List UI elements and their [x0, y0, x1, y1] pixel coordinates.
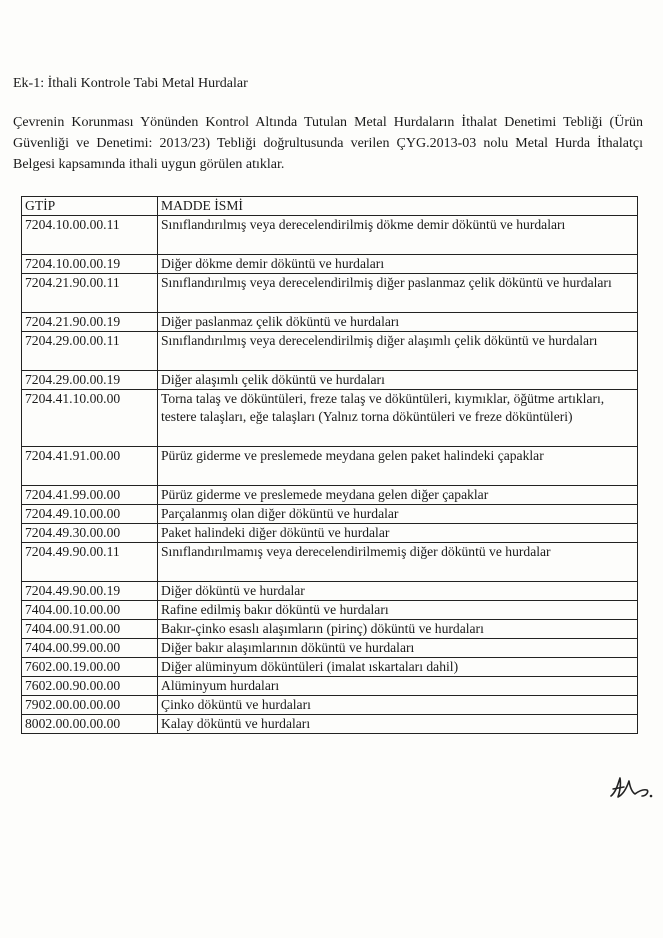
item-name: Paket halindeki diğer döküntü ve hurdalar — [158, 524, 638, 543]
gtip-code: 7204.29.00.00.11 — [22, 332, 158, 371]
table-row — [22, 216, 638, 255]
item-name: Rafine edilmiş bakır döküntü ve hurdaları — [158, 601, 638, 620]
gtip-code: 7204.49.10.00.00 — [22, 505, 158, 524]
item-name: Diğer dökme demir döküntü ve hurdaları — [158, 255, 638, 274]
item-name: Sınıflandırılmamış veya derecelendirilmemiş diğer döküntü ve hurdalar — [158, 543, 638, 582]
item-name: Sınıflandırılmış veya derecelendirilmiş diğer paslanmaz çelik döküntü ve hurdaları — [158, 274, 638, 313]
item-name: Diğer alaşımlı çelik döküntü ve hurdaları — [158, 371, 638, 390]
table-header-row — [22, 197, 638, 216]
item-name: Diğer alüminyum döküntüleri (imalat ıskartaları dahil) — [158, 658, 638, 677]
gtip-code: 7902.00.00.00.00 — [22, 696, 158, 715]
table-row — [22, 639, 638, 658]
handwritten-signature — [608, 772, 654, 802]
gtip-code: 7204.10.00.00.11 — [22, 216, 158, 255]
item-name: Sınıflandırılmış veya derecelendirilmiş dökme demir döküntü ve hurdaları — [158, 216, 638, 255]
item-name: Alüminyum hurdaları — [158, 677, 638, 696]
gtip-code: 7204.21.90.00.11 — [22, 274, 158, 313]
table-row — [22, 255, 638, 274]
header-gtip: GTİP — [22, 197, 158, 216]
table-row — [22, 543, 638, 582]
gtip-code: 7404.00.91.00.00 — [22, 620, 158, 639]
gtip-code: 7204.41.91.00.00 — [22, 447, 158, 486]
table-row — [22, 274, 638, 313]
intro-paragraph: Çevrenin Korunması Yönünden Kontrol Altında Tutulan Metal Hurdaların İthalat Denetimi Tebliği (Ürün Güvenliği ve Denetimi: 2013/23) Tebliği doğrultusunda verilen ÇYG.2013-03 nolu Metal Hurda İthalatçı Belgesi kapsamında ithali uygun görülen atıklar. — [13, 115, 643, 172]
item-name: Parçalanmış olan diğer döküntü ve hurdalar — [158, 505, 638, 524]
item-name: Sınıflandırılmış veya derecelendirilmiş diğer alaşımlı çelik döküntü ve hurdaları — [158, 332, 638, 371]
item-name: Kalay döküntü ve hurdaları — [158, 715, 638, 734]
table-row — [22, 601, 638, 620]
table-row — [22, 582, 638, 601]
table-row — [22, 524, 638, 543]
gtip-code: 7204.10.00.00.19 — [22, 255, 158, 274]
gtip-code: 7602.00.90.00.00 — [22, 677, 158, 696]
table-row — [22, 486, 638, 505]
scrap-metal-table — [21, 196, 638, 734]
table-row — [22, 620, 638, 639]
item-name: Diğer paslanmaz çelik döküntü ve hurdaları — [158, 313, 638, 332]
table-row — [22, 658, 638, 677]
table-row — [22, 371, 638, 390]
item-name: Bakır-çinko esaslı alaşımların (pirinç) döküntü ve hurdaları — [158, 620, 638, 639]
item-name: Diğer döküntü ve hurdalar — [158, 582, 638, 601]
gtip-code: 7204.21.90.00.19 — [22, 313, 158, 332]
item-name: Diğer bakır alaşımlarının döküntü ve hurdaları — [158, 639, 638, 658]
table-row — [22, 696, 638, 715]
gtip-code: 7204.29.00.00.19 — [22, 371, 158, 390]
gtip-code: 7204.41.99.00.00 — [22, 486, 158, 505]
page-heading: Ek-1: İthali Kontrole Tabi Metal Hurdalar — [13, 76, 248, 91]
gtip-code: 7404.00.10.00.00 — [22, 601, 158, 620]
table-row — [22, 313, 638, 332]
gtip-code: 7204.49.90.00.11 — [22, 543, 158, 582]
table-row — [22, 715, 638, 734]
item-name: Pürüz giderme ve preslemede meydana gelen paket halindeki çapaklar — [158, 447, 638, 486]
gtip-code: 7204.41.10.00.00 — [22, 390, 158, 447]
header-madde-ismi: MADDE İSMİ — [158, 197, 638, 216]
gtip-code: 7404.00.99.00.00 — [22, 639, 158, 658]
gtip-code: 7204.49.90.00.19 — [22, 582, 158, 601]
gtip-code: 7204.49.30.00.00 — [22, 524, 158, 543]
table-row — [22, 332, 638, 371]
table-row — [22, 447, 638, 486]
item-name: Pürüz giderme ve preslemede meydana gelen diğer çapaklar — [158, 486, 638, 505]
item-name: Torna talaş ve döküntüleri, freze talaş ve döküntüleri, kıymıklar, öğütme artıkları, testere talaşları, eğe talaşları (Yalnız torna döküntüleri ve freze döküntüleri) — [158, 390, 638, 447]
table-row — [22, 505, 638, 524]
gtip-code: 7602.00.19.00.00 — [22, 658, 158, 677]
table-row — [22, 677, 638, 696]
item-name: Çinko döküntü ve hurdaları — [158, 696, 638, 715]
gtip-code: 8002.00.00.00.00 — [22, 715, 158, 734]
table-row — [22, 390, 638, 447]
